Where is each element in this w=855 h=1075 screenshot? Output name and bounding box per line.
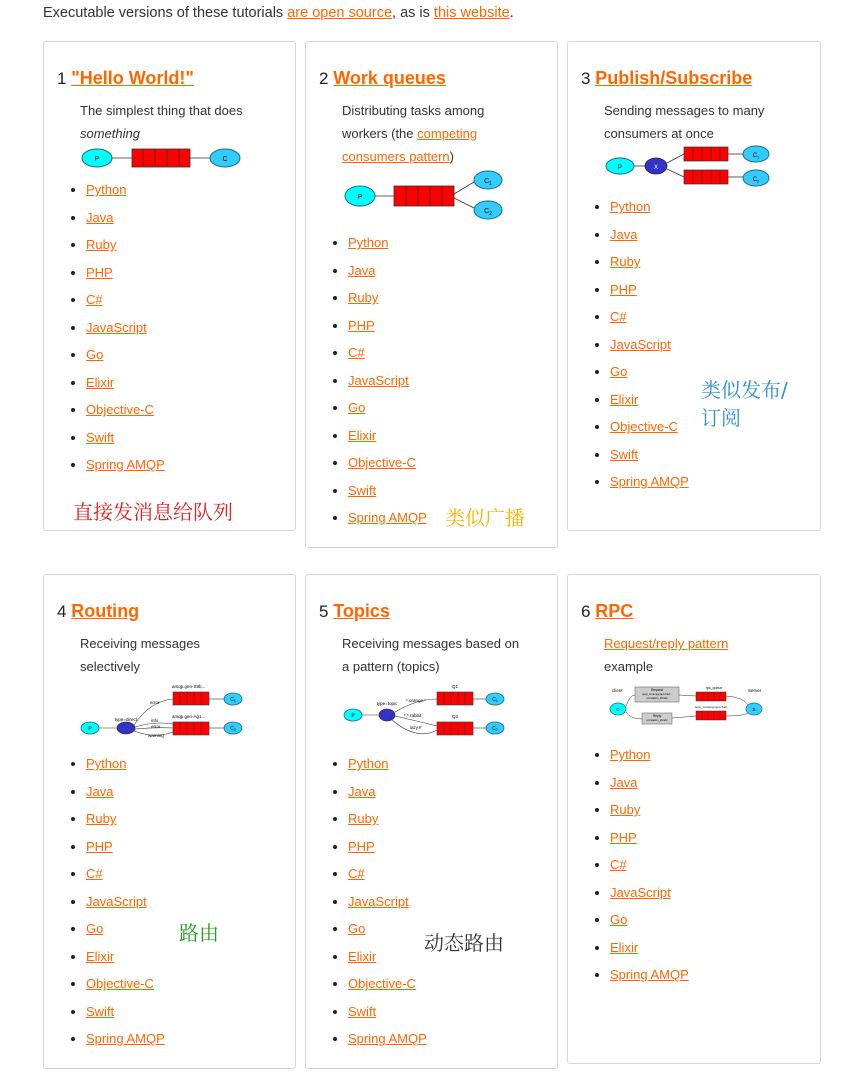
binding-key-info: info bbox=[151, 718, 159, 723]
tutorial-title-link[interactable]: RPC bbox=[595, 601, 634, 621]
language-link-go[interactable]: Go bbox=[348, 400, 366, 415]
language-link-spring-amqp[interactable]: Spring AMQP bbox=[610, 967, 689, 982]
list-item bbox=[348, 811, 427, 839]
request-label: Request bbox=[651, 688, 663, 692]
annotation-note: 类似发布/ 订阅 bbox=[701, 378, 788, 430]
rpc-queue-label: rpc_queue bbox=[705, 686, 723, 690]
reply-queue-label: reply_to=amqp.gen-Xa2... bbox=[694, 705, 730, 709]
consumer-2-sub: 2 bbox=[489, 211, 492, 217]
language-link-spring-amqp[interactable]: Spring AMQP bbox=[348, 1031, 427, 1046]
list-item bbox=[348, 894, 427, 922]
language-list bbox=[68, 756, 165, 1059]
language-link-elixir[interactable]: Elixir bbox=[348, 948, 377, 964]
language-link-go[interactable]: Go bbox=[610, 912, 628, 927]
language-link-swift[interactable]: Swift bbox=[86, 1003, 115, 1019]
language-link-csharp[interactable]: C# bbox=[610, 309, 627, 324]
queue-node bbox=[132, 149, 190, 167]
open-source-link[interactable]: are open source bbox=[287, 5, 393, 21]
language-link-csharp[interactable]: C# bbox=[348, 866, 365, 881]
language-link-javascript[interactable]: JavaScript bbox=[86, 319, 147, 335]
tutorial-description bbox=[342, 632, 522, 678]
exchange-type-label: type=topic bbox=[376, 701, 398, 706]
list-item bbox=[86, 976, 165, 1004]
language-link-ruby[interactable]: Ruby bbox=[610, 254, 641, 269]
tutorial-card-2 bbox=[305, 41, 558, 548]
language-link-php[interactable]: PHP bbox=[610, 829, 637, 845]
list-item bbox=[348, 756, 427, 784]
list-item bbox=[348, 235, 427, 263]
hello-world-diagram bbox=[80, 146, 244, 172]
consumer-2-label: C bbox=[484, 208, 490, 215]
language-link-elixir[interactable]: Elixir bbox=[610, 939, 639, 955]
list-item bbox=[86, 430, 165, 458]
language-link-java[interactable]: Java bbox=[86, 783, 114, 799]
desc-suffix: ) bbox=[449, 149, 455, 164]
language-list bbox=[330, 235, 427, 538]
consumer-label: C bbox=[222, 156, 228, 163]
language-link-go[interactable]: Go bbox=[86, 921, 104, 936]
tutorial-heading bbox=[581, 68, 752, 89]
list-item bbox=[348, 921, 427, 949]
competing-consumers-link[interactable]: competing consumers pattern bbox=[342, 126, 478, 164]
request-reply-to: reply_to=amqp.gen-Xa2... bbox=[642, 693, 672, 696]
list-item bbox=[348, 510, 427, 538]
producer-label: P bbox=[88, 726, 92, 732]
annotation-note: 直接发消息给队列 bbox=[73, 500, 233, 524]
list-item bbox=[86, 375, 165, 403]
list-item bbox=[610, 940, 689, 968]
tutorial-description bbox=[604, 99, 789, 145]
list-item bbox=[610, 857, 689, 885]
language-link-python[interactable]: Python bbox=[86, 756, 127, 771]
language-link-java[interactable]: Java bbox=[86, 209, 114, 225]
list-item bbox=[86, 756, 165, 784]
annotation-note: 类似广播 bbox=[445, 506, 525, 530]
tutorial-title-link[interactable]: Work queues bbox=[333, 68, 446, 88]
tutorial-description bbox=[80, 99, 270, 145]
list-item bbox=[610, 775, 689, 803]
list-item bbox=[348, 263, 427, 291]
list-item bbox=[610, 747, 689, 775]
binding-key-warning: warning bbox=[148, 733, 164, 738]
tutorial-title-link[interactable]: Topics bbox=[333, 601, 390, 621]
annotation-note: 路由 bbox=[179, 921, 219, 945]
language-link-swift[interactable]: Swift bbox=[348, 482, 377, 498]
consumer-2-label: C bbox=[492, 726, 496, 732]
list-item bbox=[86, 457, 165, 485]
language-link-objective-c[interactable]: Objective-C bbox=[86, 402, 154, 417]
language-link-python[interactable]: Python bbox=[610, 747, 651, 762]
list-item bbox=[86, 402, 165, 430]
language-link-php[interactable]: PHP bbox=[86, 838, 113, 854]
list-item bbox=[610, 912, 689, 940]
language-link-objective-c[interactable]: Objective-C bbox=[348, 976, 416, 991]
list-item bbox=[348, 483, 427, 511]
language-link-php[interactable]: PHP bbox=[86, 264, 113, 280]
queue-2-node bbox=[173, 722, 209, 735]
tutorial-description bbox=[342, 99, 512, 168]
queue-1-name: amqp.gen-S9b... bbox=[172, 684, 206, 689]
queue-2-name: amqp.gen-Ag1... bbox=[172, 714, 206, 719]
language-link-javascript[interactable]: JavaScript bbox=[348, 893, 409, 909]
desc-text: Sending messages to many consumers at once bbox=[604, 103, 765, 141]
tutorial-description bbox=[80, 632, 250, 678]
reply-label: Reply bbox=[652, 714, 662, 718]
list-item bbox=[348, 400, 427, 428]
exchange-type-label: type=direct bbox=[114, 717, 138, 722]
list-item bbox=[86, 320, 165, 348]
language-list bbox=[330, 756, 427, 1059]
list-item bbox=[348, 455, 427, 483]
list-item bbox=[348, 949, 427, 977]
producer-label: P bbox=[617, 165, 623, 171]
list-item bbox=[86, 210, 165, 238]
language-link-java[interactable]: Java bbox=[610, 226, 638, 242]
tutorial-heading bbox=[57, 601, 139, 622]
language-link-java[interactable]: Java bbox=[348, 783, 376, 799]
producer-label: P bbox=[351, 713, 355, 719]
language-link-spring-amqp[interactable]: Spring AMQP bbox=[86, 1031, 165, 1046]
annotation-note: 动态路由 bbox=[424, 931, 504, 955]
language-link-php[interactable]: PHP bbox=[610, 281, 637, 297]
language-list bbox=[592, 747, 689, 995]
language-link-python[interactable]: Python bbox=[610, 199, 651, 214]
list-item bbox=[86, 1031, 165, 1059]
consumer-1-sub: 1 bbox=[757, 154, 760, 160]
list-item bbox=[86, 237, 165, 265]
tutorial-number: 5 bbox=[319, 602, 329, 621]
intro-suffix: . bbox=[509, 5, 514, 21]
list-item bbox=[86, 265, 165, 293]
svg-text:C2 bbox=[753, 177, 760, 184]
list-item bbox=[610, 830, 689, 858]
list-item bbox=[610, 199, 689, 227]
tutorial-card-5 bbox=[305, 574, 558, 1069]
consumer-1-label: C bbox=[230, 697, 234, 703]
list-item bbox=[86, 784, 165, 812]
exchange-label: X bbox=[653, 165, 659, 171]
tutorial-card-6 bbox=[567, 574, 821, 1064]
list-item bbox=[86, 347, 165, 375]
queue-2-name: Q2 bbox=[452, 714, 459, 719]
consumer-1-sub: 1 bbox=[495, 699, 498, 703]
client-label: client bbox=[612, 688, 623, 693]
server-label: Server bbox=[748, 688, 762, 693]
list-item bbox=[348, 976, 427, 1004]
language-link-javascript[interactable]: JavaScript bbox=[610, 884, 671, 900]
language-link-go[interactable]: Go bbox=[610, 364, 628, 379]
binding-key-error-1: error bbox=[150, 700, 160, 705]
list-item bbox=[610, 392, 689, 420]
tutorial-heading bbox=[581, 601, 633, 622]
exchange-node bbox=[117, 722, 135, 734]
language-link-javascript[interactable]: JavaScript bbox=[86, 893, 147, 909]
reply-queue-node bbox=[696, 711, 726, 720]
language-link-go[interactable]: Go bbox=[348, 921, 366, 936]
intro-prefix: Executable versions of these tutorials bbox=[43, 5, 288, 21]
list-item bbox=[86, 949, 165, 977]
language-link-csharp[interactable]: C# bbox=[86, 292, 103, 307]
language-list bbox=[592, 199, 689, 502]
reply-correlation: correlation_id=abc bbox=[646, 719, 668, 722]
queue-1-node bbox=[684, 147, 728, 161]
publish-subscribe-diagram bbox=[604, 144, 770, 188]
binding-key-error-2: error bbox=[151, 724, 161, 729]
language-link-spring-amqp[interactable]: Spring AMQP bbox=[86, 457, 165, 472]
desc-text: The simplest thing that does bbox=[80, 103, 243, 118]
list-item bbox=[610, 967, 689, 995]
tutorial-number: 6 bbox=[581, 602, 591, 621]
consumer-1-label: C bbox=[484, 178, 490, 185]
tutorial-number: 4 bbox=[57, 602, 67, 621]
server-node-label: S bbox=[752, 707, 756, 712]
list-item bbox=[610, 364, 689, 392]
producer-label: P bbox=[94, 156, 100, 163]
list-item bbox=[610, 419, 689, 447]
list-item bbox=[348, 784, 427, 812]
list-item bbox=[86, 811, 165, 839]
binding-key-3: lazy.# bbox=[410, 725, 422, 730]
desc-text: Receiving messages based on a pattern (topics) bbox=[342, 636, 520, 674]
list-item bbox=[610, 254, 689, 282]
tutorial-card-1 bbox=[43, 41, 296, 531]
tutorial-title-link[interactable]: "Hello World!" bbox=[71, 68, 194, 88]
language-link-elixir[interactable]: Elixir bbox=[610, 391, 639, 407]
language-link-java[interactable]: Java bbox=[348, 262, 376, 278]
list-item bbox=[348, 1004, 427, 1032]
language-link-ruby[interactable]: Ruby bbox=[348, 290, 379, 305]
tutorial-title-link[interactable]: Routing bbox=[71, 601, 140, 621]
language-link-ruby[interactable]: Ruby bbox=[610, 802, 641, 817]
list-item bbox=[610, 337, 689, 365]
language-link-python[interactable]: Python bbox=[348, 235, 389, 250]
website-link[interactable]: this website bbox=[433, 5, 510, 21]
request-reply-link[interactable]: Request/reply pattern bbox=[604, 636, 729, 651]
tutorial-title-link[interactable]: Publish/Subscribe bbox=[595, 68, 753, 88]
list-item bbox=[610, 447, 689, 475]
list-item bbox=[86, 866, 165, 894]
intro-text bbox=[43, 5, 514, 21]
request-correlation: correlation_id=abc bbox=[646, 697, 668, 700]
list-item bbox=[348, 839, 427, 867]
consumer-1-sub: 1 bbox=[489, 181, 492, 187]
language-link-swift[interactable]: Swift bbox=[348, 1003, 377, 1019]
language-link-objective-c[interactable]: Objective-C bbox=[86, 976, 154, 991]
tutorial-number: 3 bbox=[581, 69, 591, 88]
binding-key-1: *.orange.* bbox=[406, 698, 427, 703]
language-link-elixir[interactable]: Elixir bbox=[86, 948, 115, 964]
language-link-python[interactable]: Python bbox=[86, 182, 127, 197]
language-link-objective-c[interactable]: Objective-C bbox=[348, 455, 416, 470]
language-link-ruby[interactable]: Ruby bbox=[86, 811, 117, 826]
tutorial-card-4 bbox=[43, 574, 296, 1069]
language-link-ruby[interactable]: Ruby bbox=[86, 237, 117, 252]
tutorial-number: 2 bbox=[319, 69, 329, 88]
list-item bbox=[86, 182, 165, 210]
language-link-php[interactable]: PHP bbox=[348, 838, 375, 854]
tutorial-heading bbox=[319, 601, 390, 622]
topics-diagram bbox=[342, 681, 508, 741]
language-link-csharp[interactable]: C# bbox=[610, 857, 627, 872]
consumer-2-sub: 2 bbox=[233, 728, 236, 732]
list-item bbox=[348, 345, 427, 373]
routing-diagram bbox=[80, 681, 246, 741]
list-item bbox=[348, 428, 427, 456]
language-link-csharp[interactable]: C# bbox=[86, 866, 103, 881]
tutorial-description bbox=[604, 632, 784, 678]
list-item bbox=[86, 839, 165, 867]
list-item bbox=[348, 866, 427, 894]
language-link-swift[interactable]: Swift bbox=[610, 446, 639, 462]
producer-label: P bbox=[357, 194, 363, 201]
list-item bbox=[348, 290, 427, 318]
desc-text: Distributing tasks among workers (the bbox=[342, 103, 485, 141]
language-link-javascript[interactable]: JavaScript bbox=[610, 336, 671, 352]
exchange-node bbox=[379, 709, 395, 721]
queue-1-node bbox=[173, 692, 209, 705]
tutorial-heading bbox=[57, 68, 194, 89]
language-link-spring-amqp[interactable]: Spring AMQP bbox=[348, 510, 427, 525]
list-item bbox=[86, 921, 165, 949]
list-item bbox=[610, 282, 689, 310]
tutorial-card-3 bbox=[567, 41, 821, 531]
language-link-python[interactable]: Python bbox=[348, 756, 389, 771]
list-item bbox=[610, 885, 689, 913]
language-link-ruby[interactable]: Ruby bbox=[348, 811, 379, 826]
intro-middle: , as is bbox=[392, 5, 434, 21]
client-node-label: C bbox=[616, 707, 620, 712]
language-link-spring-amqp[interactable]: Spring AMQP bbox=[610, 474, 689, 489]
consumer-2-label: C bbox=[752, 177, 758, 183]
list-item bbox=[610, 227, 689, 255]
list-item bbox=[348, 1031, 427, 1059]
language-link-go[interactable]: Go bbox=[86, 347, 104, 362]
list-item bbox=[348, 318, 427, 346]
queue-1-name: Q1 bbox=[452, 684, 459, 689]
consumer-2-sub: 2 bbox=[757, 178, 760, 184]
tutorial-heading bbox=[319, 68, 446, 89]
language-link-javascript[interactable]: JavaScript bbox=[348, 372, 409, 388]
work-queues-diagram bbox=[342, 166, 506, 224]
queue-2-node bbox=[437, 722, 473, 735]
queue-1-node bbox=[437, 692, 473, 705]
list-item bbox=[610, 474, 689, 502]
queue-node bbox=[394, 186, 454, 206]
queue-2-node bbox=[684, 170, 728, 184]
consumer-2-sub: 2 bbox=[495, 728, 498, 732]
svg-text:C1 bbox=[753, 153, 760, 160]
desc-text: Receiving messages selectively bbox=[80, 636, 200, 674]
consumer-1-sub: 1 bbox=[233, 699, 236, 703]
tutorial-number: 1 bbox=[57, 69, 67, 88]
list-item bbox=[610, 309, 689, 337]
binding-key-2: *.*.rabbit bbox=[404, 713, 422, 718]
language-link-objective-c[interactable]: Objective-C bbox=[610, 419, 678, 434]
rpc-queue-node bbox=[696, 692, 726, 701]
consumer-1-label: C bbox=[492, 697, 496, 703]
consumer-2-label: C bbox=[230, 726, 234, 732]
language-link-java[interactable]: Java bbox=[610, 774, 638, 790]
desc-italic: something bbox=[80, 126, 140, 141]
language-link-elixir[interactable]: Elixir bbox=[348, 427, 377, 443]
desc-text: example bbox=[604, 659, 654, 674]
language-list bbox=[68, 182, 165, 485]
list-item bbox=[86, 894, 165, 922]
language-link-elixir[interactable]: Elixir bbox=[86, 374, 115, 390]
language-link-php[interactable]: PHP bbox=[348, 317, 375, 333]
consumer-1-label: C bbox=[752, 153, 758, 159]
list-item bbox=[86, 1004, 165, 1032]
list-item bbox=[610, 802, 689, 830]
list-item bbox=[86, 292, 165, 320]
language-link-csharp[interactable]: C# bbox=[348, 345, 365, 360]
rpc-diagram bbox=[608, 683, 768, 729]
language-link-swift[interactable]: Swift bbox=[86, 429, 115, 445]
list-item bbox=[348, 373, 427, 401]
